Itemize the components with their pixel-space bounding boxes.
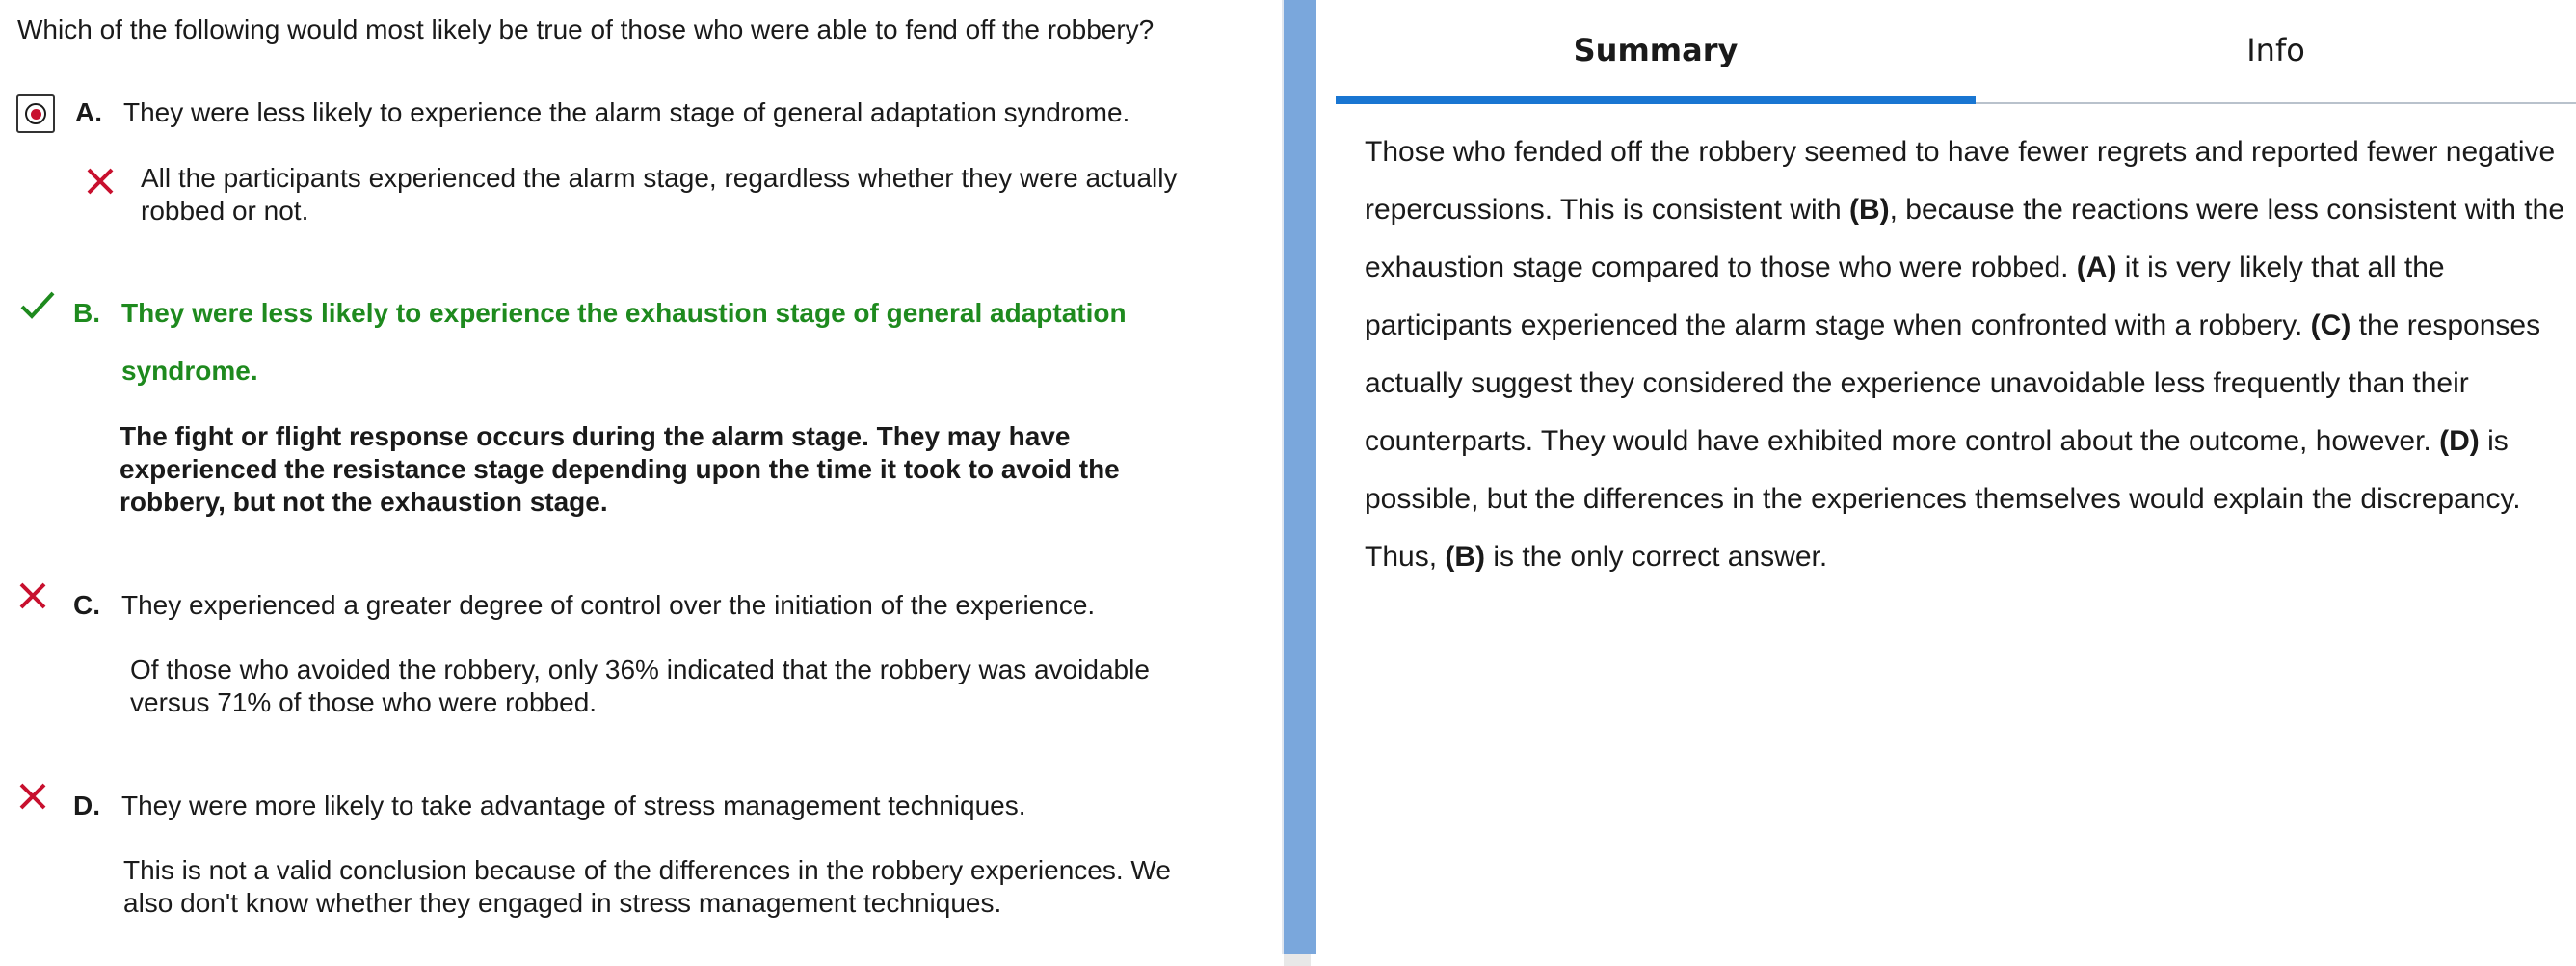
option-a-text[interactable]: They were less likely to experience the alarm stage of general adaptation syndrome. [123, 97, 1130, 127]
tab-summary[interactable]: Summary [1573, 32, 1739, 68]
x-icon [85, 166, 116, 197]
answer-ref-b: (B) [1445, 541, 1486, 573]
option-d-text[interactable]: They were more likely to take advantage of stress management techniques. [121, 791, 1026, 820]
x-icon [17, 781, 48, 812]
question-pane [0, 0, 1282, 966]
active-tab-indicator [1336, 96, 1976, 104]
answer-ref-d: (D) [2439, 425, 2480, 457]
x-icon [17, 580, 48, 611]
option-c-explanation-line2: versus 71% of those who were robbed. [130, 687, 598, 717]
summary-segment: , because the reactions were less consistent with the exhaustion stage compared to those who were robbed. [1365, 194, 2565, 283]
explanation-tabs [1336, 0, 2576, 104]
summary-segment: Those who fended off the robbery seemed to have fewer regrets and reported fewer negative repercussions. This is consistent with [1365, 136, 2556, 226]
option-b-text-line1[interactable]: They were less likely to experience the exhaustion stage of general adaptation [121, 298, 1127, 328]
option-c-text[interactable]: They experienced a greater degree of control over the initiation of the experience. [121, 590, 1096, 620]
explanation-pane [1316, 0, 2576, 966]
pane-scrollbar[interactable] [1282, 0, 1316, 954]
option-b-letter: B. [73, 298, 100, 328]
question-stem: Which of the following would most likely be true of those who were able to fend off the robbery? [17, 14, 1155, 44]
option-c-explanation-line1: Of those who avoided the robbery, only 36% indicated that the robbery was avoidable [130, 655, 1150, 684]
answer-ref-c: (C) [2310, 309, 2351, 341]
option-a-radio[interactable] [16, 94, 55, 133]
summary-segment: is possible, but the differences in the experiences themselves would explain the discrepancy. Thus, [1365, 425, 2521, 573]
scrollbar-end [1284, 954, 1311, 966]
check-icon [19, 289, 56, 322]
tab-info[interactable]: Info [2246, 32, 2305, 68]
option-b-explanation-line3: robbery, but not the exhaustion stage. [120, 487, 608, 517]
answer-ref-a: (A) [2076, 252, 2117, 283]
option-a-letter: A. [75, 97, 102, 127]
summary-segment: it is very likely that all the participants experienced the alarm stage when confronted with a robbery. [1365, 252, 2445, 341]
option-b-explanation-line2: experienced the resistance stage depending upon the time it took to avoid the [120, 454, 1120, 484]
option-d-explanation-line1: This is not a valid conclusion because of the differences in the robbery experiences. We [123, 855, 1171, 885]
option-a-explanation-line1: All the participants experienced the alarm stage, regardless whether they were actually [141, 163, 1178, 193]
summary-segment: is the only correct answer. [1485, 541, 1828, 573]
option-d-letter: D. [73, 791, 100, 820]
summary-segment: the responses actually suggest they considered the experience unavoidable less frequently than their counterparts. They would have exhibited more control about the outcome, however. [1365, 309, 2541, 457]
option-c-letter: C. [73, 590, 100, 620]
summary-text [1365, 123, 2564, 586]
answer-ref-b: (B) [1848, 194, 1890, 226]
option-a-explanation-line2: robbed or not. [141, 196, 309, 226]
option-b-text-line2[interactable]: syndrome. [121, 356, 258, 386]
radio-selected-icon [25, 103, 46, 124]
option-d-explanation-line2: also don't know whether they engaged in stress management techniques. [123, 888, 1002, 918]
option-b-explanation-line1: The fight or flight response occurs during the alarm stage. They may have [120, 421, 1071, 451]
